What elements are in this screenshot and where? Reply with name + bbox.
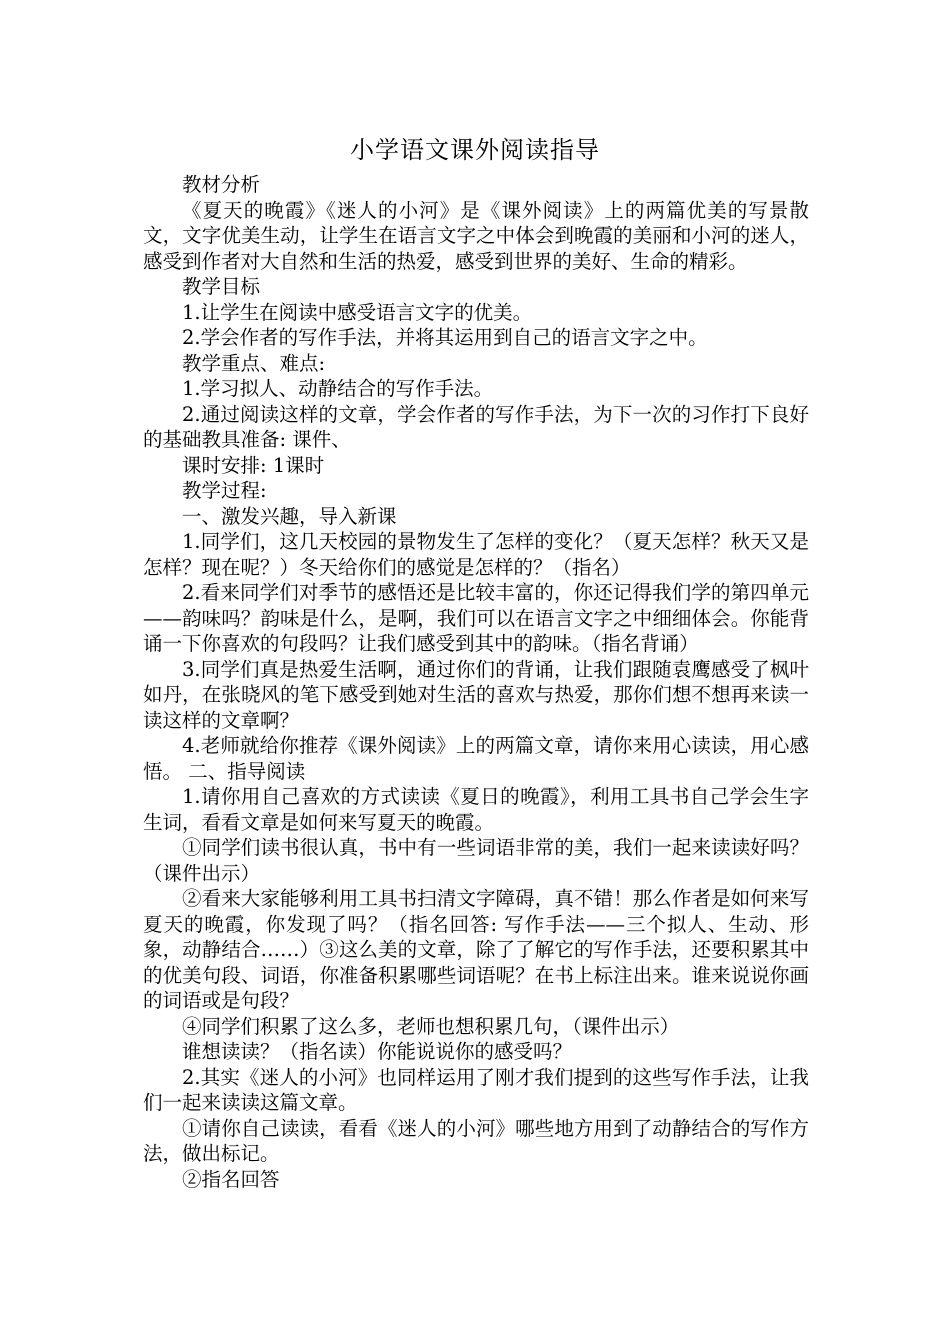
paragraph: 2.看来同学们对季节的感悟还是比较丰富的，你还记得我们学的第四单元——韵味吗？韵味是什么，是啊，我们可以在语言文字之中细细体会。你能背诵一下你喜欢的句段吗？让我们感受到其中的韵味。（指名背诵）	[143, 581, 809, 655]
paragraph: 1.请你用自己喜欢的方式读读《夏日的晚霞》，利用工具书自己学会生字生词，看看文章是如何来写夏天的晚霞。	[143, 785, 809, 834]
paragraph: 2.学会作者的写作手法，并将其运用到自己的语言文字之中。	[182, 326, 708, 349]
paragraph: 1.让学生在阅读中感受语言文字的优美。	[182, 300, 533, 324]
paragraph: 2.其实《迷人的小河》也同样运用了刚才我们提到的这些写作手法，让我们一起来读读这篇文章。	[143, 1065, 809, 1114]
paragraph: 谁想读读？（指名读）你能说说你的感受吗？	[182, 1040, 573, 1063]
paragraph: ④同学们积累了这么多，老师也想积累几句，（课件出示）	[182, 1014, 680, 1038]
paragraph: 1.学习拟人、动静结合的写作手法。	[182, 377, 494, 400]
paragraph: 课时安排: 1课时	[182, 453, 325, 477]
document-title: 小学语文课外阅读指导	[350, 136, 600, 164]
paragraph: 教学重点、难点:	[182, 351, 326, 375]
paragraph: 一、激发兴趣，导入新课	[182, 504, 397, 528]
document-body	[143, 172, 809, 1192]
paragraph: 2.通过阅读这样的文章，学会作者的写作手法，为下一次的习作打下良好的基础教具准备: 课件、	[143, 402, 809, 451]
paragraph: 4.老师就给你推荐《课外阅读》上的两篇文章，请你来用心读读，用心感悟。 二、指导阅读	[143, 734, 809, 783]
paragraph: 1.同学们，这几天校园的景物发生了怎样的变化？（夏天怎样？秋天又是怎样？现在呢？）冬天给你们的感觉是怎样的？（指名）	[143, 530, 809, 579]
paragraph: 教学过程:	[182, 479, 267, 502]
paragraph: ②看来大家能够利用工具书扫清文字障碍，真不错！那么作者是如何来写夏天的晚霞，你发现了吗？（指名回答: 写作手法——三个拟人、生动、形象，动静结合……）③这么美的文章，除了了解它的写作手法，还要积累其中的优美句段、词语，你准备积累哪些词语呢？在书上标注出来。谁来说说你画的词语或是句段？	[143, 887, 809, 1012]
paragraph: 《夏天的晚霞》《迷人的小河》是《课外阅读》上的两篇优美的写景散文，文字优美生动，让学生在语言文字之中体会到晚霞的美丽和小河的迷人，感受到作者对大自然和生活的热爱，感受到世界的美好、生命的精彩。	[143, 198, 809, 273]
paragraph: ①同学们读书很认真，书中有一些词语非常的美，我们一起来读读好吗？（课件出示）	[143, 836, 809, 885]
paragraph: 3.同学们真是热爱生活啊，通过你们的背诵，让我们跟随袁鹰感受了枫叶如丹，在张晓风的笔下感受到她对生活的喜欢与热爱，那你们想不想再来读一读这样的文章啊？	[143, 657, 809, 732]
paragraph: 教学目标	[182, 275, 261, 298]
paragraph: ①请你自己读读，看看《迷人的小河》哪些地方用到了动静结合的写作方法，做出标记。	[143, 1116, 809, 1165]
paragraph: 教材分析	[182, 173, 261, 196]
paragraph: ②指名回答	[182, 1167, 280, 1191]
